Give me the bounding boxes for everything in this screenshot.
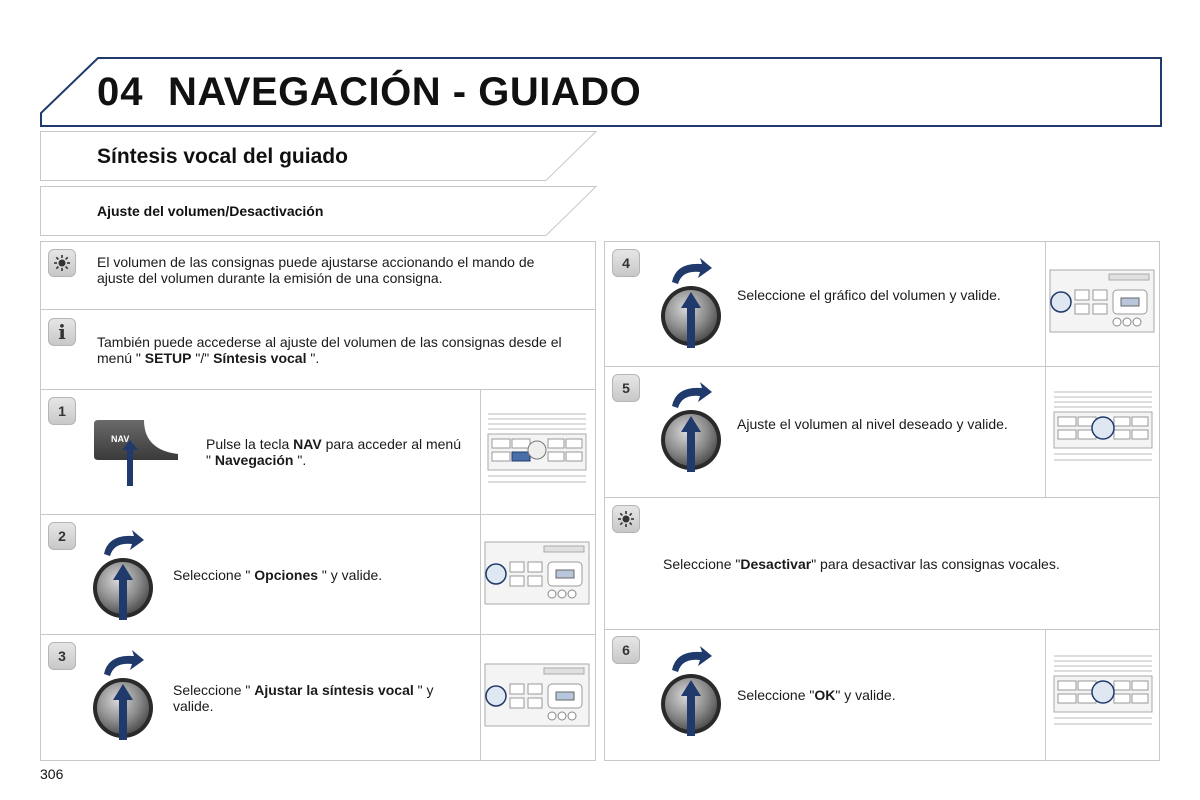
rotary-knob-icon xyxy=(658,644,724,740)
nav-key-label: NAV xyxy=(111,434,130,444)
divider xyxy=(1045,241,1046,497)
head-unit-knob-illustration xyxy=(1049,268,1155,334)
info-text-part: ". xyxy=(306,350,320,366)
step4-text: Seleccione el gráfico del volumen y valide. xyxy=(737,287,1001,303)
head-unit-knob-illustration xyxy=(484,540,590,606)
info-text-part: "/" xyxy=(191,350,214,366)
step1-text-part: para acceder al menú " xyxy=(206,436,462,468)
step3-text-part: " y valide. xyxy=(173,682,434,714)
divider xyxy=(604,629,1160,630)
subsection-title: Ajuste del volumen/Desactivación xyxy=(97,203,324,219)
head-unit-center-knob-illustration xyxy=(1052,652,1154,732)
step2-text-part: Seleccione " xyxy=(173,567,255,583)
step6-text xyxy=(737,687,1027,703)
tip2-text-part: Seleccione " xyxy=(663,556,741,572)
info-icon: i xyxy=(48,318,76,346)
head-unit-knob-illustration xyxy=(484,662,590,728)
step3-text-bold: Ajustar la síntesis vocal xyxy=(254,682,414,698)
divider xyxy=(1045,629,1046,761)
page-number: 306 xyxy=(40,766,64,782)
chapter-number: 04 xyxy=(97,70,144,114)
section-title: Síntesis vocal del guiado xyxy=(97,145,348,168)
step2-text xyxy=(173,567,473,583)
head-unit-nav-illustration xyxy=(486,408,588,488)
step1-text xyxy=(206,436,468,468)
step-badge: 1 xyxy=(48,397,76,425)
step6-text-bold: OK xyxy=(814,687,836,703)
sun-lightbulb-icon xyxy=(48,249,76,277)
rotary-knob-icon xyxy=(658,380,724,476)
chapter-title: NAVEGACIÓN - GUIADO xyxy=(168,70,642,114)
step1-text-bold: Navegación xyxy=(214,452,294,468)
step6-text-part: Seleccione " xyxy=(737,687,815,703)
step1-text-part: Pulse la tecla xyxy=(206,436,294,452)
divider xyxy=(40,309,596,310)
info-text-part: También puede accederse al ajuste del volumen de las consignas desde el menú " xyxy=(97,334,562,366)
info-setup-text xyxy=(97,334,572,366)
step2-text-part: " y valide. xyxy=(318,567,383,583)
step6-text-part: " y valide. xyxy=(835,687,896,703)
step2-text-bold: Opciones xyxy=(254,567,319,583)
nav-key-icon xyxy=(92,420,180,488)
step-badge: 2 xyxy=(48,522,76,550)
step-badge: 3 xyxy=(48,642,76,670)
step-badge: 6 xyxy=(612,636,640,664)
rotary-knob-icon xyxy=(90,528,156,624)
tip-volume-text: El volumen de las consignas puede ajustarse accionando el mando de ajuste del volumen durante la emisión de una consigna. xyxy=(97,254,535,286)
tip2-text-part: " para desactivar las consignas vocales. xyxy=(811,556,1060,572)
tip-deactivate-text xyxy=(663,556,1143,572)
step-badge: 4 xyxy=(612,249,640,277)
sun-lightbulb-icon xyxy=(612,505,640,533)
step3-text-part: Seleccione " xyxy=(173,682,255,698)
divider xyxy=(604,497,1160,498)
step1-text-bold: NAV xyxy=(293,436,322,452)
step-badge: 5 xyxy=(612,374,640,402)
step5-text: Ajuste el volumen al nivel deseado y valide. xyxy=(737,416,1008,432)
rotary-knob-icon xyxy=(658,256,724,352)
step3-text xyxy=(173,682,468,714)
divider xyxy=(480,389,481,761)
divider xyxy=(604,366,1160,367)
step1-text-part: ". xyxy=(293,452,307,468)
head-unit-center-knob-illustration xyxy=(1052,388,1154,468)
divider xyxy=(40,514,596,515)
info-text-bold: Síntesis vocal xyxy=(213,350,307,366)
rotary-knob-icon xyxy=(90,648,156,744)
divider xyxy=(40,389,596,390)
info-text-bold: SETUP xyxy=(144,350,192,366)
divider xyxy=(40,634,596,635)
tip2-text-bold: Desactivar xyxy=(740,556,812,572)
